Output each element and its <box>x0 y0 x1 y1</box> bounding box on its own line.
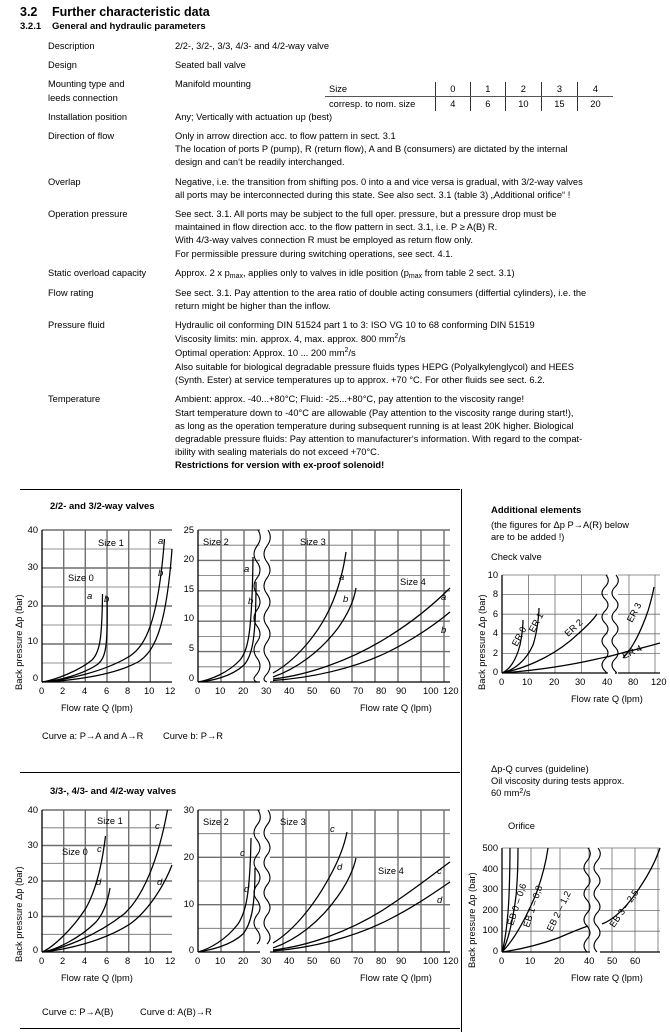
x-tick-bl2: 90 <box>396 956 407 966</box>
chart-title-top-left: 2/2- and 3/2-way valves <box>50 501 155 512</box>
chart-plot-bl1 <box>42 810 172 952</box>
x-tick-orifice: 50 <box>607 956 618 966</box>
additional-elements-note-1: (the figures for Δp P→A(R) below <box>491 520 629 530</box>
x-tick-bl2: 20 <box>238 956 249 966</box>
size-table <box>325 82 615 111</box>
nom-size-cell: 15 <box>541 97 577 112</box>
chart-title-bottom-left: 3/3-, 4/3- and 4/2-way valves <box>50 786 177 797</box>
x-tick-orifice: 0 <box>499 956 505 966</box>
section-number: 3.2 <box>20 5 38 19</box>
curve-label-c: c <box>330 824 335 835</box>
x-tick-cv: 20 <box>549 677 560 687</box>
annotation-size3-bl2: Size 3 <box>280 817 306 827</box>
nom-size-cell: 20 <box>577 97 613 112</box>
curve-label-a: a <box>158 536 164 547</box>
x-tick-orifice: 20 <box>554 956 565 966</box>
y-tick-tl1: 20 <box>27 599 38 609</box>
x-axis-label-tl2: Flow rate Q (lpm) <box>360 703 432 713</box>
chart-plot-orifice <box>502 848 660 952</box>
spec-row <box>0 393 670 472</box>
x-tick-tl2: 90 <box>396 686 407 696</box>
annotation-size3-tl2: Size 3 <box>300 537 326 547</box>
x-tick-tl2: 60 <box>330 686 341 696</box>
divider-vertical <box>461 489 462 1032</box>
size-cell: 3 <box>541 82 577 97</box>
x-axis-label-bl2: Flow rate Q (lpm) <box>360 973 432 983</box>
y-tick-orifice: 500 <box>482 843 498 853</box>
x-axis-label-orifice: Flow rate Q (lpm) <box>571 973 643 983</box>
x-tick-tl2: 100 <box>423 686 439 696</box>
orifice-label: Orifice <box>508 821 535 831</box>
subsection-title: General and hydraulic parameters <box>52 21 206 32</box>
additional-elements-heading: Additional elements <box>491 505 582 516</box>
annotation-size1-bl1: Size 1 <box>97 816 123 826</box>
y-tick-tl2: 20 <box>183 554 194 564</box>
x-tick-bl2: 70 <box>353 956 364 966</box>
x-tick-tl2: 10 <box>215 686 226 696</box>
chart-plot-tl1 <box>42 530 172 682</box>
x-axis-label-tl1: Flow rate Q (lpm) <box>61 703 133 713</box>
y-tick-bl2: 10 <box>183 899 194 909</box>
x-tick-tl1: 6 <box>104 686 110 696</box>
annotation-eb1: EB 1 – 0,8 <box>521 884 545 929</box>
x-tick-bl1: 4 <box>82 956 88 966</box>
spec-row <box>0 176 670 202</box>
spec-label: Temperature <box>48 394 101 405</box>
x-axis-label-bl1: Flow rate Q (lpm) <box>61 973 133 983</box>
chart-plot-tl2 <box>198 530 450 682</box>
x-tick-bl2: 10 <box>215 956 226 966</box>
annotation-size4-bl2: Size 4 <box>378 866 404 876</box>
x-tick-bl1: 8 <box>125 956 131 966</box>
y-tick-orifice: 100 <box>482 925 498 935</box>
guideline-note-3: 60 $mm^2/s$ <box>491 787 531 798</box>
x-tick-tl1: 8 <box>125 686 131 696</box>
spec-row <box>0 59 670 72</box>
annotation-er2: ER 2 <box>562 617 585 639</box>
annotation-size4-tl2: Size 4 <box>400 577 426 587</box>
x-tick-tl1: 4 <box>82 686 88 696</box>
nom-size-cell: 4 <box>435 97 470 112</box>
spec-label: Description <box>48 41 95 51</box>
section-title: Further characteristic data <box>52 5 210 19</box>
annotation-eb2: EB 2 – 1,2 <box>544 889 573 933</box>
size-table-header-row <box>325 82 613 97</box>
x-tick-orifice: 60 <box>630 956 641 966</box>
x-tick-cv: 120 <box>651 677 667 687</box>
spec-row <box>0 319 670 387</box>
y-tick-bl2: 20 <box>183 852 194 862</box>
curve-label-a: a <box>441 592 447 603</box>
curve-label-b: b <box>343 594 349 605</box>
y-tick-tl2: 0 <box>188 673 194 683</box>
spec-value: Hydraulic oil conforming DIN 51524 part 1 to 3: ISO VG 10 to 68 conforming DIN 51519 Viscosity limits: min. approx. 4, max. approx. 800 $mm^2/s$ Optimal operation: Approx. 10 ... 200 $mm^2/s$ Also suitable for biological degradable pressure fluids types HEPG (Polyalkylenglycol) and HEES (Synth. Ester) at service temperatures up to approx. +70 °C. For other fluids see sect. 6.2. <box>175 320 574 386</box>
size-table-row1-label: Size <box>325 82 435 97</box>
x-tick-bl2: 120 <box>443 956 459 966</box>
x-tick-bl2: 30 <box>261 956 272 966</box>
x-tick-bl1: 10 <box>144 956 155 966</box>
curve-label-b: b <box>104 594 110 605</box>
spec-row <box>0 208 670 261</box>
curve-label-b: b <box>248 596 254 607</box>
y-tick-tl2: 15 <box>183 584 194 594</box>
x-tick-tl2: 120 <box>443 686 459 696</box>
annotation-eb3: EB 3 – 2,5 <box>607 887 641 930</box>
x-tick-bl1: 6 <box>104 956 110 966</box>
y-tick-orifice: 400 <box>482 864 498 874</box>
x-tick-bl1: 2 <box>60 956 66 966</box>
chart-plot-bl2 <box>198 810 450 952</box>
annotation-eb0: EB 0 – 0,6 <box>505 882 529 927</box>
y-tick-tl2: 25 <box>183 525 194 535</box>
y-tick-orifice: 0 <box>492 946 498 956</box>
spec-label: Operation pressure <box>48 209 128 220</box>
check-valve-label: Check valve <box>491 552 542 562</box>
y-tick-tl1: 10 <box>27 636 38 646</box>
size-cell: 0 <box>435 82 470 97</box>
caption-curve-c: Curve c: P→A(B) <box>42 1007 114 1017</box>
y-tick-bl2: 30 <box>183 805 194 815</box>
divider-top-left <box>20 489 460 490</box>
y-tick-cv: 2 <box>492 648 498 658</box>
x-tick-bl1: 0 <box>39 956 45 966</box>
x-tick-cv: 80 <box>628 677 639 687</box>
nom-size-cell: 6 <box>470 97 505 112</box>
curve-label-b: b <box>158 568 164 579</box>
guideline-note-1: Δp-Q curves (guideline) <box>491 764 589 774</box>
x-tick-cv: 30 <box>575 677 586 687</box>
y-tick-bl1: 30 <box>27 840 38 850</box>
x-tick-tl2: 80 <box>376 686 387 696</box>
spec-label: Pressure fluid <box>48 320 105 331</box>
spec-value: 2/2-, 3/2-, 3/3, 4/3- and 4/2-way valve <box>175 41 329 51</box>
annotation-size1-tl1: Size 1 <box>98 538 124 548</box>
additional-elements-note-2: are to be added !) <box>491 532 565 542</box>
curve-label-d: d <box>157 877 163 888</box>
spec-label: Mounting type and leeds connection <box>48 79 125 103</box>
x-tick-cv: 0 <box>499 677 505 687</box>
x-tick-orifice: 10 <box>525 956 536 966</box>
divider-mid-left <box>20 772 460 773</box>
size-table-row2-label: corresp. to nom. size <box>329 99 416 109</box>
annotation-er3: ER 3 <box>624 600 644 624</box>
subsection-number: 3.2.1 <box>20 21 42 32</box>
spec-value: Any; Vertically with actuation up (best) <box>175 111 333 122</box>
size-cell: 1 <box>470 82 505 97</box>
y-tick-tl1: 40 <box>27 525 38 535</box>
y-tick-cv: 4 <box>492 628 498 638</box>
annotation-size0-bl1: Size 0 <box>62 847 88 857</box>
caption-curve-b: Curve b: P→R <box>163 731 223 741</box>
y-axis-label-bl1: Back pressure Δp (bar) <box>14 866 24 962</box>
curve-label-d: d <box>437 895 443 906</box>
size-cell: 4 <box>577 82 613 97</box>
spec-label: Overlap <box>48 176 81 187</box>
x-tick-tl1: 10 <box>144 686 155 696</box>
spec-value: Ambient: approx. -40...+80°C; Fluid: -25...+80°C, pay attention to the viscosity range! Start temperature down to -40°C are allowable (Pay attention to the viscosity range during start!), as long as the operation temperature during subsequent running is at least 20K higher. Biological degradable pressure fluids: Pay attention to manufacturer‘s information. With regard to the compat- ibility with sealing materials do not exceed +70°C. Restrictions for version with ex-proof solenoid! <box>175 394 583 471</box>
spec-label: Design <box>48 60 77 71</box>
y-tick-orifice: 300 <box>482 884 498 894</box>
y-axis-label-tl1: Back pressure Δp (bar) <box>14 594 24 690</box>
spec-row <box>0 287 670 313</box>
x-tick-bl2: 0 <box>195 956 201 966</box>
curve-label-d: d <box>244 884 250 895</box>
nom-size-cell: 10 <box>505 97 541 112</box>
x-tick-tl2: 0 <box>195 686 201 696</box>
spec-label: Static overload capacity <box>48 267 147 278</box>
spec-value: Negative, i.e. the transition from shifting pos. 0 into a and vice versa is gradual, with 3/2-way valves all ports may be interconnected during this state. See also sect. 3.1 (table 3) „Additional orifice“ ! <box>175 176 583 200</box>
annotation-size2-tl2: Size 2 <box>203 537 229 547</box>
y-tick-orifice: 200 <box>482 905 498 915</box>
curve-label-b: b <box>441 625 447 636</box>
spec-label: Direction of flow <box>48 131 115 142</box>
annotation-er4: ER 4 <box>620 643 644 661</box>
x-tick-tl2: 50 <box>307 686 318 696</box>
annotation-er1: ER 1 <box>526 610 546 634</box>
x-tick-tl1: 0 <box>39 686 45 696</box>
y-tick-bl1: 40 <box>27 805 38 815</box>
curve-label-d: d <box>337 862 343 873</box>
y-tick-tl1: 0 <box>32 673 38 683</box>
x-tick-cv: 40 <box>602 677 613 687</box>
curve-label-a: a <box>87 591 93 602</box>
x-tick-tl2: 20 <box>238 686 249 696</box>
curve-label-c: c <box>437 866 442 877</box>
spec-row <box>0 267 670 281</box>
y-tick-tl1: 30 <box>27 562 38 572</box>
y-axis-label-orifice: Back pressure Δp (bar) <box>467 872 477 968</box>
y-tick-cv: 0 <box>492 667 498 677</box>
divider-bottom-left <box>20 1028 460 1029</box>
caption-curve-d: Curve d: A(B)→R <box>140 1007 212 1017</box>
spec-value: See sect. 3.1. Pay attention to the area ratio of double acting consumers (differtial cylinders), i.e. the return might be higher than the inflow. <box>175 288 587 312</box>
x-tick-bl2: 100 <box>423 956 439 966</box>
curve-label-c: c <box>240 848 245 859</box>
spec-value: Approx. 2 x $p_{max}$, applies only to valves in idle position ($p_{max}$ from table 2 sect. 3.1) <box>175 267 515 280</box>
spec-row <box>0 40 670 53</box>
x-tick-bl2: 60 <box>330 956 341 966</box>
x-tick-bl2: 80 <box>376 956 387 966</box>
spec-value: Seated ball valve <box>175 60 246 71</box>
curve-label-c: c <box>97 844 102 855</box>
y-tick-bl1: 20 <box>27 875 38 885</box>
chart-plot-check-valve <box>502 575 660 673</box>
annotation-size0-tl1: Size 0 <box>68 573 94 583</box>
y-tick-cv: 8 <box>492 589 498 599</box>
x-tick-tl1: 12 <box>165 686 176 696</box>
x-tick-tl2: 70 <box>353 686 364 696</box>
spec-value: Manifold mounting <box>175 79 251 90</box>
y-axis-label-cv: Back pressure Δp (bar) <box>477 594 487 690</box>
y-tick-tl2: 10 <box>183 613 194 623</box>
annotation-size2-bl2: Size 2 <box>203 817 229 827</box>
spec-label: Installation position <box>48 111 128 122</box>
x-tick-tl2: 30 <box>261 686 272 696</box>
spec-value: Only in arrow direction acc. to flow pattern in sect. 3.1 The location of ports P (pump), R (return flow), A and B (consumers) are dictated by the internal design and can‘t be readily interchanged. <box>175 131 568 168</box>
x-tick-tl2: 40 <box>284 686 295 696</box>
x-tick-bl2: 50 <box>307 956 318 966</box>
x-axis-label-cv: Flow rate Q (lpm) <box>571 694 643 704</box>
spec-row-gap <box>0 473 670 479</box>
size-table-data-row <box>325 97 613 112</box>
spec-row <box>0 111 670 124</box>
guideline-note-2: Oil viscosity during tests approx. <box>491 776 625 786</box>
curve-label-c: c <box>155 821 160 832</box>
x-tick-cv: 10 <box>522 677 533 687</box>
y-tick-cv: 10 <box>487 570 498 580</box>
y-tick-bl2: 0 <box>188 945 194 955</box>
curve-label-a: a <box>339 572 345 583</box>
curve-label-a: a <box>244 564 250 575</box>
y-tick-bl1: 10 <box>27 910 38 920</box>
y-tick-cv: 6 <box>492 609 498 619</box>
size-cell: 2 <box>505 82 541 97</box>
caption-curve-a: Curve a: P→A and A→R <box>42 731 144 741</box>
x-tick-tl1: 2 <box>60 686 66 696</box>
x-tick-bl2: 40 <box>284 956 295 966</box>
y-tick-tl2: 5 <box>188 643 194 653</box>
x-tick-orifice: 40 <box>584 956 595 966</box>
spec-label: Flow rating <box>48 288 94 299</box>
annotation-er0: ER 0 <box>509 624 529 648</box>
spec-value: See sect. 3.1. All ports may be subject to the full oper. pressure, but a pressure drop must be maintained in flow direction acc. to the flow pattern in sect. 3.1, i.e. P ≥ A(B) R. With 4/3-way valves connection R must be employed as return flow only. For permissible pressure during switching operations, see sect. 4.1. <box>175 209 557 259</box>
y-tick-bl1: 0 <box>32 945 38 955</box>
spec-row <box>0 130 670 170</box>
curve-label-d: d <box>96 877 102 888</box>
x-tick-bl1: 12 <box>165 956 176 966</box>
